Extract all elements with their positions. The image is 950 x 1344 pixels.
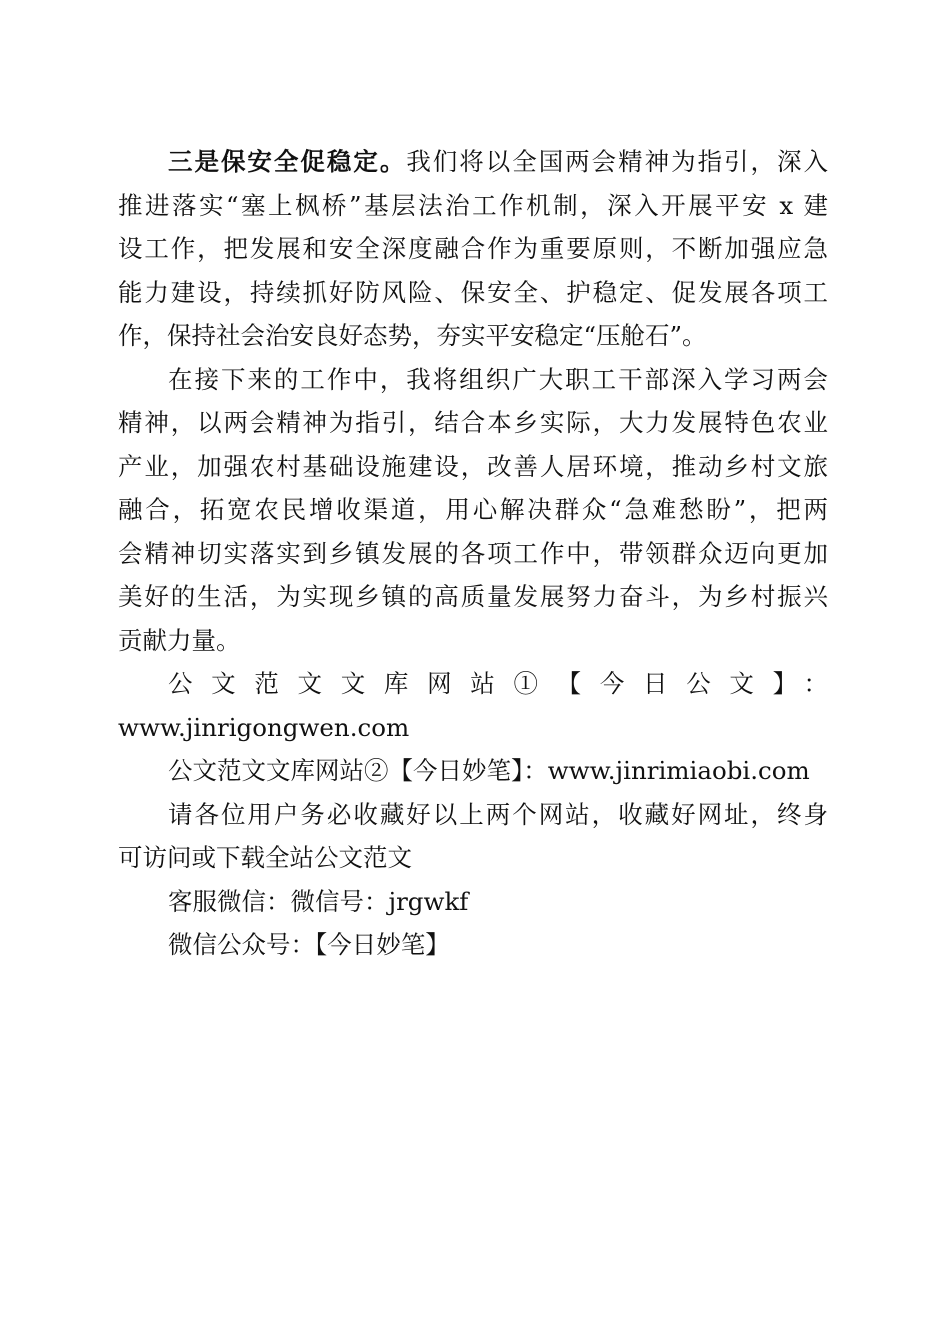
paragraph-line: 作，保持社会治安良好态势，夯实平安稳定“压舱石”。 [118,321,707,350]
paragraph-line: 产业，加强农村基础设施建设，改善人居环境，推动乡村文旅 [118,451,828,481]
paragraph-safety [118,140,828,358]
document-page [118,140,828,967]
site1-url-link[interactable]: www.jinrigongwen.com [118,712,410,742]
paragraph-line: 精神，以两会精神为指引，结合本乡实际，大力发展特色农业 [118,408,828,437]
paragraph-text: 我们将以全国两会精神为指引，深入 [406,147,828,176]
notice-line: 请各位用户务必收藏好以上两个网站，收藏好网址，终身 [168,799,828,829]
paragraph-line: 推进落实“塞上枫桥”基层法治工作机制，深入开展平安 x 建 [118,190,828,220]
paragraph-next-work [118,358,828,663]
paragraph-line: 能力建设，持续抓好防风险、保安全、护稳定、促发展各项工 [118,277,828,307]
paragraph-line: 美好的生活，为实现乡镇的高质量发展努力奋斗，为乡村振兴 [118,582,828,611]
paragraph-line: 融合，拓宽农民增收渠道，用心解决群众“急难愁盼”，把两 [118,495,828,524]
paragraph-line: 贡献力量。 [118,625,241,655]
paragraph-line [118,140,828,184]
site1-label: 公文范文文库网站①【今日公文】： [168,669,828,698]
paragraph-line: 会精神切实落实到乡镇发展的各项工作中，带领群众迈向更加 [118,538,828,568]
wechat-service-line: 客服微信：微信号：jrgwkf [168,886,469,916]
wechat-official-line: 微信公众号：【今日妙笔】 [168,930,450,959]
paragraph-line: 设工作，把发展和安全深度融合作为重要原则，不断加强应急 [118,234,828,263]
site-info-block [118,662,828,967]
paragraph-lead: 三是保安全促稳定。 [168,147,407,176]
site2-line[interactable]: 公文范文文库网站②【今日妙笔】：www.jinrimiaobi.com [168,756,810,785]
notice-line: 可访问或下载全站公文范文 [118,843,412,872]
paragraph-line: 在接下来的工作中，我将组织广大职工干部深入学习两会 [168,364,828,394]
